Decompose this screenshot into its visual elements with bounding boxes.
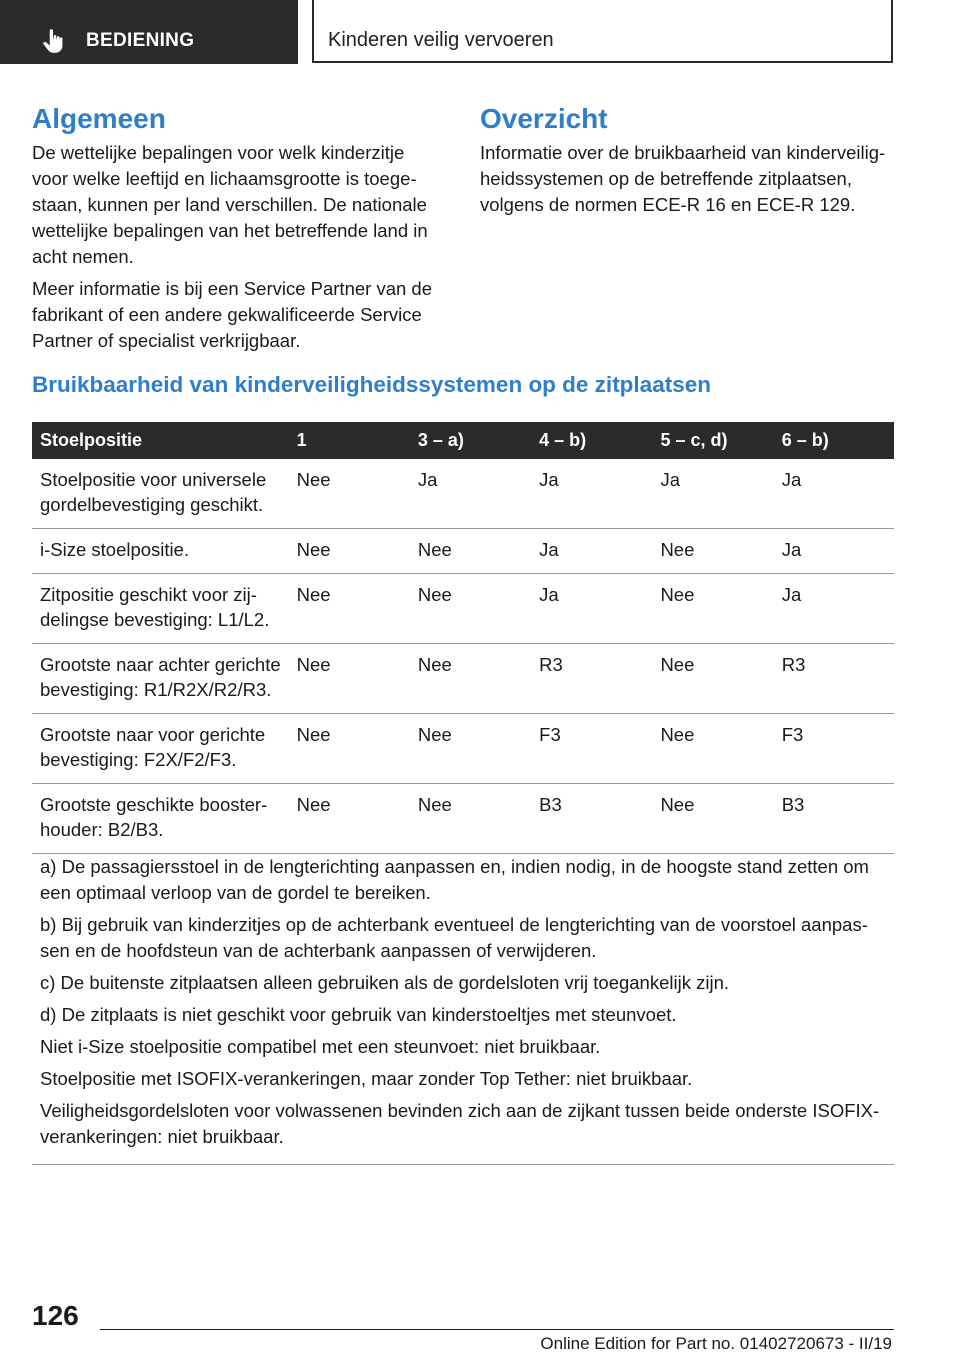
page-number: 126 — [32, 1300, 79, 1331]
overzicht-heading: Overzicht — [480, 103, 608, 134]
table-note: Niet i-Size stoelpositie compatibel met een steunvoet: niet bruikbaar. — [40, 1036, 601, 1057]
table-cell: Nee — [652, 714, 773, 784]
table-cell: Ja — [774, 459, 894, 529]
table-cell: Stoelpositie voor universele gordelbevestiging geschikt. — [32, 459, 289, 529]
table-cell: Nee — [410, 784, 531, 854]
table-note: d) De zitplaats is niet geschikt voor gebruik van kinderstoeltjes met steunvoet. — [40, 1004, 677, 1025]
table-cell: Nee — [289, 714, 410, 784]
table-cell: Nee — [652, 574, 773, 644]
table-cell: Nee — [289, 784, 410, 854]
table-cell: Nee — [652, 784, 773, 854]
table-cell: Ja — [410, 459, 531, 529]
table-cell: Ja — [531, 529, 652, 574]
table-cell: R3 — [774, 644, 894, 714]
table-cell: Grootste naar voor gerichte bevestiging: F2X/F2/F3. — [32, 714, 289, 784]
table-cell: F3 — [774, 714, 894, 784]
table-row — [32, 529, 894, 574]
table-note: Veiligheidsgordelsloten voor volwassenen bevinden zich aan de zijkant tussen beide onderste ISOFIX-verankeringen: niet bruikbaar. — [40, 1100, 880, 1147]
seat-usability-table — [32, 422, 894, 854]
table-cell: B3 — [531, 784, 652, 854]
page-title-box — [312, 0, 893, 63]
column-header: Stoelpositie — [32, 422, 289, 459]
table-note: b) Bij gebruik van kinderzitjes op de achterbank eventueel de lengterichting van de voorstoel aanpassen en de hoofdsteun van de achterbank aanpassen of verwijderen. — [40, 914, 868, 961]
table-row — [32, 459, 894, 529]
table-note: Stoelpositie met ISOFIX-verankeringen, maar zonder Top Tether: niet bruikbaar. — [40, 1068, 693, 1089]
column-header: 5 – c, d) — [652, 422, 773, 459]
column-header: 1 — [289, 422, 410, 459]
edition-text: Online Edition for Part no. 01402720673 - II/19 — [540, 1334, 892, 1353]
table-cell: i-Size stoelpositie. — [32, 529, 289, 574]
table-cell: B3 — [774, 784, 894, 854]
table-row — [32, 784, 894, 854]
table-cell: Nee — [410, 714, 531, 784]
table-cell: Grootste geschikte boosterhouder: B2/B3. — [32, 784, 289, 854]
algemeen-paragraph: De wettelijke bepalingen voor welk kinderzitje voor welke leeftijd en lichaamsgrootte is toegestaan, kunnen per land verschillen. De nationale wettelijke bepalingen van het betreffende land in acht nemen. — [32, 142, 428, 267]
table-cell: Nee — [410, 529, 531, 574]
table-notes — [32, 848, 894, 1165]
column-header: 4 – b) — [531, 422, 652, 459]
table-cell: Zitpositie geschikt voor zijdelingse bevestiging: L1/L2. — [32, 574, 289, 644]
table-cell: Nee — [652, 644, 773, 714]
table-row — [32, 574, 894, 644]
table-cell: Nee — [652, 529, 773, 574]
table-row — [32, 644, 894, 714]
table-note: a) De passagiersstoel in de lengterichting aanpassen en, indien nodig, in de hoogste stand zetten om een optimaal verloop van de gordel te bereiken. — [40, 856, 869, 903]
hand-pointer-icon — [40, 28, 66, 54]
page-title: Kinderen veilig vervoeren — [328, 29, 554, 51]
table-cell: Ja — [652, 459, 773, 529]
overzicht-section — [480, 102, 892, 224]
table-cell: Ja — [774, 529, 894, 574]
footer-divider — [100, 1329, 894, 1330]
algemeen-section — [32, 102, 444, 360]
table-heading: Bruikbaarheid van kinderveiligheidssystemen op de zitplaatsen — [32, 372, 711, 397]
overzicht-paragraph: Informatie over de bruikbaarheid van kinderveiligheidssystemen op de betreffende zitplaatsen, volgens de normen ECE-R 16 en ECE-R 129. — [480, 142, 886, 215]
table-cell: Ja — [531, 574, 652, 644]
column-header: 3 – a) — [410, 422, 531, 459]
table-cell: Ja — [531, 459, 652, 529]
section-tab — [0, 0, 298, 64]
table-row — [32, 714, 894, 784]
table-cell: Nee — [289, 644, 410, 714]
algemeen-heading: Algemeen — [32, 103, 166, 134]
table-cell: Ja — [774, 574, 894, 644]
algemeen-paragraph: Meer informatie is bij een Service Partner van de fabrikant of een andere gekwalificeerde Service Partner of specialist verkrijgbaar. — [32, 278, 432, 351]
table-note: c) De buitenste zitplaatsen alleen gebruiken als de gordelsloten vrij toegankelijk zijn. — [40, 972, 730, 993]
table-cell: Nee — [289, 459, 410, 529]
table-cell: Nee — [410, 574, 531, 644]
table-cell: Nee — [289, 529, 410, 574]
table-cell: Grootste naar achter gerichte bevestiging: R1/R2X/R2/R3. — [32, 644, 289, 714]
table-cell: R3 — [531, 644, 652, 714]
table-cell: Nee — [289, 574, 410, 644]
table-header-row — [32, 422, 894, 459]
section-label: BEDIENING — [86, 30, 195, 51]
table-cell: F3 — [531, 714, 652, 784]
column-header: 6 – b) — [774, 422, 894, 459]
table-cell: Nee — [410, 644, 531, 714]
